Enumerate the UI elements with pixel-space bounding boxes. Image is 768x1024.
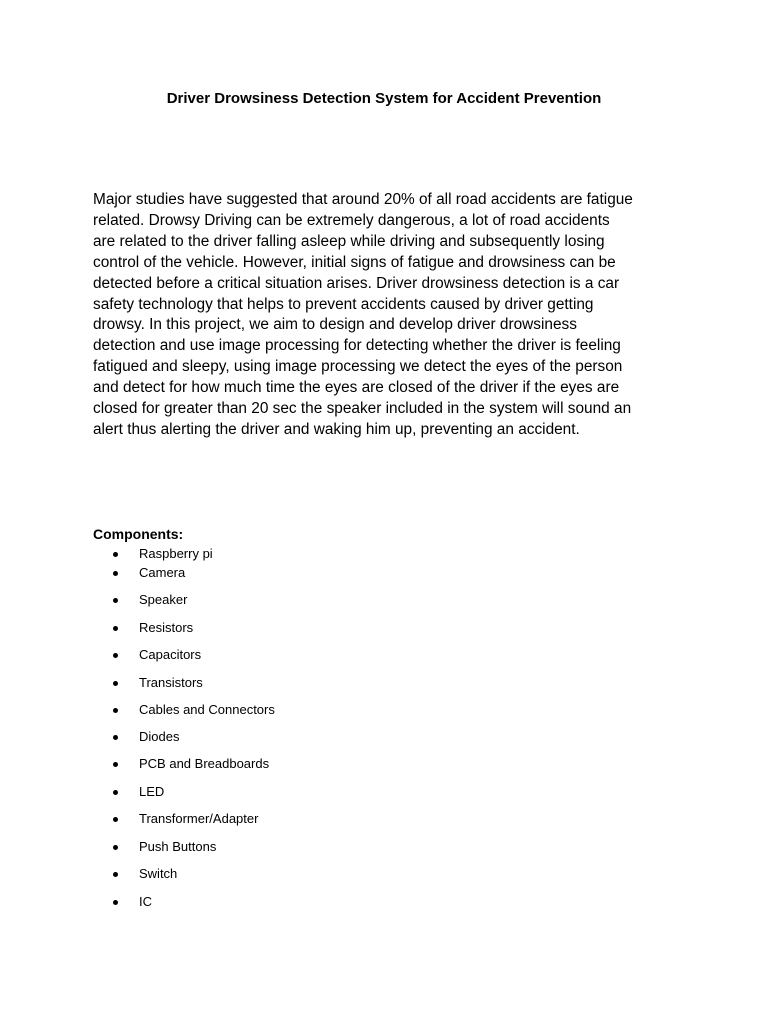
component-label: PCB and Breadboards — [139, 756, 270, 771]
bullet-icon — [113, 571, 118, 576]
abstract-line: safety technology that helps to prevent accidents caused by driver getting — [93, 295, 594, 313]
abstract-line: alert thus alerting the driver and waking him up, preventing an accident. — [93, 420, 580, 438]
abstract-line: and detect for how much time the eyes are closed of the driver if the eyes are — [93, 379, 620, 397]
abstract-line: control of the vehicle. However, initial signs of fatigue and drowsiness can be — [93, 253, 616, 271]
bullet-icon — [113, 626, 118, 631]
bullet-icon — [113, 762, 118, 767]
bullet-icon — [113, 708, 118, 713]
bullet-icon — [113, 552, 118, 557]
component-label: IC — [139, 894, 152, 909]
component-label: Capacitors — [139, 647, 202, 662]
bullet-icon — [113, 845, 118, 850]
component-label: Raspberry pi — [139, 546, 213, 561]
bullet-icon — [113, 653, 118, 658]
abstract-line: are related to the driver falling asleep while driving and subsequently losing — [93, 232, 605, 250]
abstract-line: related. Drowsy Driving can be extremely dangerous, a lot of road accidents — [93, 211, 610, 229]
component-label: Speaker — [139, 592, 188, 607]
abstract-line: Major studies have suggested that around 20% of all road accidents are fatigue — [93, 191, 633, 208]
abstract-line: detection and use image processing for detecting whether the driver is feeling — [93, 337, 621, 355]
component-label: Diodes — [139, 729, 180, 744]
bullet-icon — [113, 872, 118, 877]
abstract-line: drowsy. In this project, we aim to design and develop driver drowsiness — [93, 316, 577, 334]
component-label: Resistors — [139, 620, 194, 635]
component-label: LED — [139, 784, 165, 799]
component-label: Push Buttons — [139, 839, 217, 854]
bullet-icon — [113, 790, 118, 795]
component-label: Transistors — [139, 675, 203, 690]
components-heading: Components: — [93, 526, 184, 542]
component-label: Cables and Connectors — [139, 702, 275, 717]
abstract-line: closed for greater than 20 sec the speaker included in the system will sound an — [93, 400, 632, 418]
abstract-line: detected before a critical situation arises. Driver drowsiness detection is a car — [93, 274, 620, 292]
bullet-icon — [113, 900, 118, 905]
bullet-icon — [113, 598, 118, 603]
component-label: Transformer/Adapter — [139, 811, 259, 826]
bullet-icon — [113, 681, 118, 686]
document-title: Driver Drowsiness Detection System for Accident Prevention — [166, 90, 602, 107]
abstract-paragraph — [93, 190, 683, 441]
component-label: Switch — [139, 866, 178, 881]
bullet-icon — [113, 735, 118, 740]
component-label: Camera — [139, 565, 186, 580]
bullet-icon — [113, 817, 118, 822]
abstract-line: fatigued and sleepy, using image processing we detect the eyes of the person — [93, 358, 623, 376]
